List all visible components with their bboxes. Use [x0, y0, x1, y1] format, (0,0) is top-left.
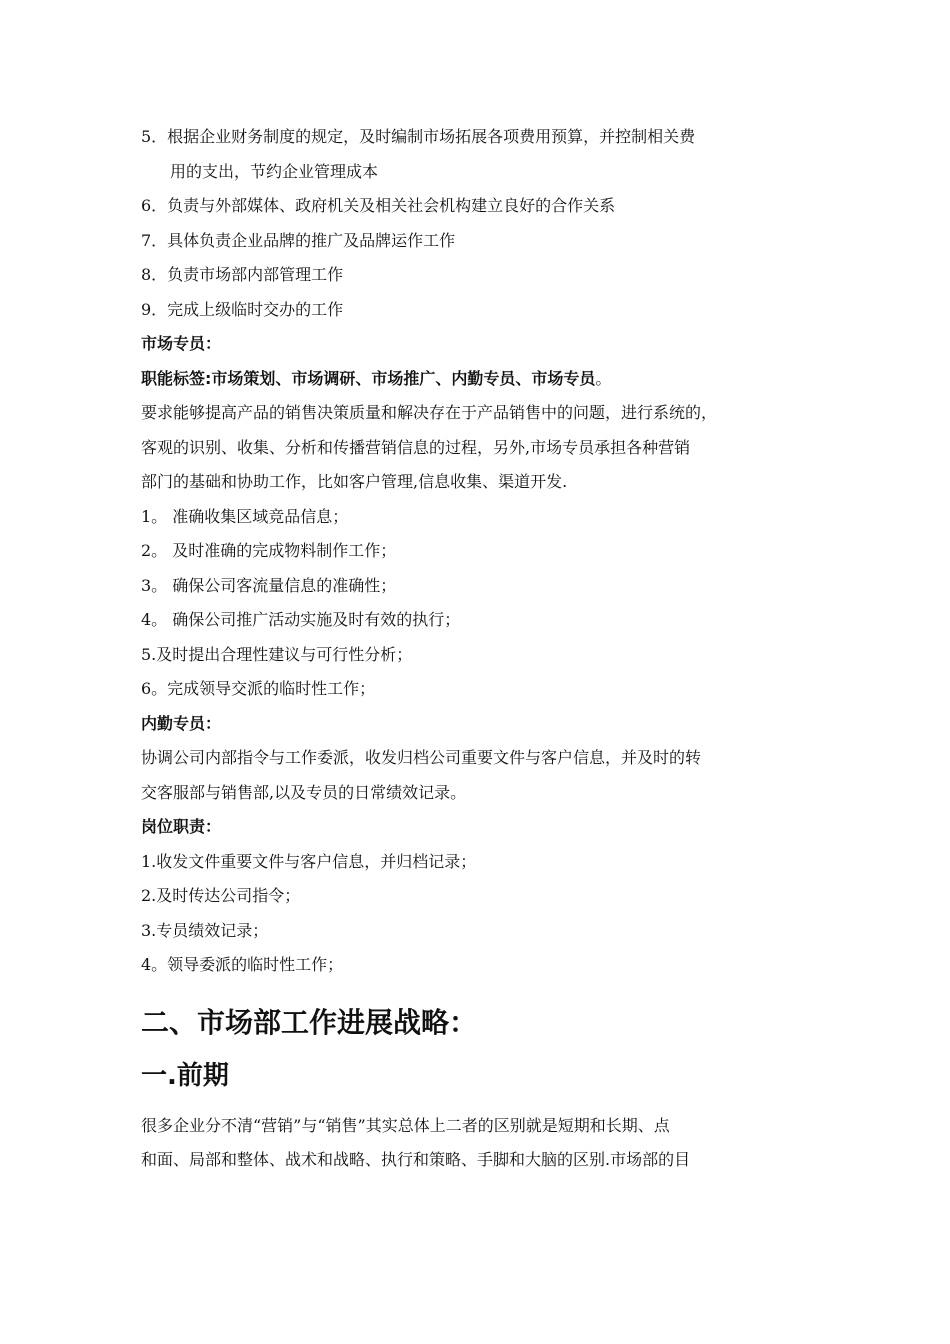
market-item-1: 1。 准确收集区域竞品信息； — [141, 506, 349, 526]
market-item-4: 4。 确保公司推广活动实施及时有效的执行； — [141, 610, 461, 629]
office-item-1: 1.收发文件重要文件与客户信息，并归档记录； — [141, 851, 477, 871]
market-item-6: 6。完成领导交派的临时性工作； — [141, 679, 376, 698]
office-item-4: 4。领导委派的临时性工作； — [141, 955, 344, 974]
duty-heading: 岗位职责： — [141, 817, 222, 836]
duty-item-5-cont: 用的支出，节约企业管理成本 — [170, 161, 379, 181]
duty-item-6: 6．负责与外部媒体、政府机关及相关社会机构建立良好的合作关系 — [141, 196, 616, 215]
duty-item-9: 9．完成上级临时交办的工作 — [141, 299, 344, 319]
function-tags-line — [141, 362, 831, 397]
office-specialist-heading: 内勤专员： — [141, 713, 222, 733]
duty-item-8: 8．负责市场部内部管理工作 — [141, 265, 344, 284]
office-item-3: 3.专员绩效记录； — [141, 920, 269, 940]
market-specialist-desc-2: 客观的识别、收集、分析和传播营销信息的过程，另外,市场专员承担各种营销 — [141, 437, 691, 457]
closing-paragraph-2: 和面、局部和整体、战术和战略、执行和策略、手脚和大脑的区别.市场部的目 — [141, 1150, 691, 1169]
market-specialist-heading: 市场专员： — [141, 334, 222, 353]
duty-item-7: 7．具体负责企业品牌的推广及品牌运作工作 — [141, 230, 456, 250]
subsection-title: 一.前期 — [141, 1060, 229, 1091]
duty-item-5: 5．根据企业财务制度的规定，及时编制市场拓展各项费用预算，并控制相关费 — [141, 127, 696, 146]
market-item-2: 2。 及时准确的完成物料制作工作； — [141, 541, 397, 560]
market-item-5: 5.及时提出合理性建议与可行性分析； — [141, 644, 413, 664]
office-specialist-desc-1: 协调公司内部指令与工作委派，收发归档公司重要文件与客户信息，并及时的转 — [141, 748, 702, 767]
office-item-2: 2.及时传达公司指令； — [141, 886, 301, 905]
function-tags-value: 市场策划、市场调研、市场推广、内勤专员、市场专员 — [211, 368, 596, 388]
office-specialist-desc-2: 交客服部与销售部,以及专员的日常绩效记录。 — [141, 782, 467, 802]
section-title: 二、市场部工作进展战略： — [141, 1005, 478, 1039]
market-item-3: 3。 确保公司客流量信息的准确性； — [141, 575, 397, 595]
function-tags-label: 职能标签: — [141, 368, 212, 388]
market-specialist-desc-3: 部门的基础和协助工作，比如客户管理,信息收集、渠道开发. — [141, 472, 568, 491]
function-tags-end: 。 — [595, 368, 612, 388]
closing-paragraph-1: 很多企业分不清“营销”与“销售”其实总体上二者的区别就是短期和长期、点 — [141, 1115, 670, 1135]
document-body — [141, 120, 831, 1178]
market-specialist-desc-1: 要求能够提高产品的销售决策质量和解决存在于产品销售中的问题，进行系统的， — [141, 403, 718, 422]
